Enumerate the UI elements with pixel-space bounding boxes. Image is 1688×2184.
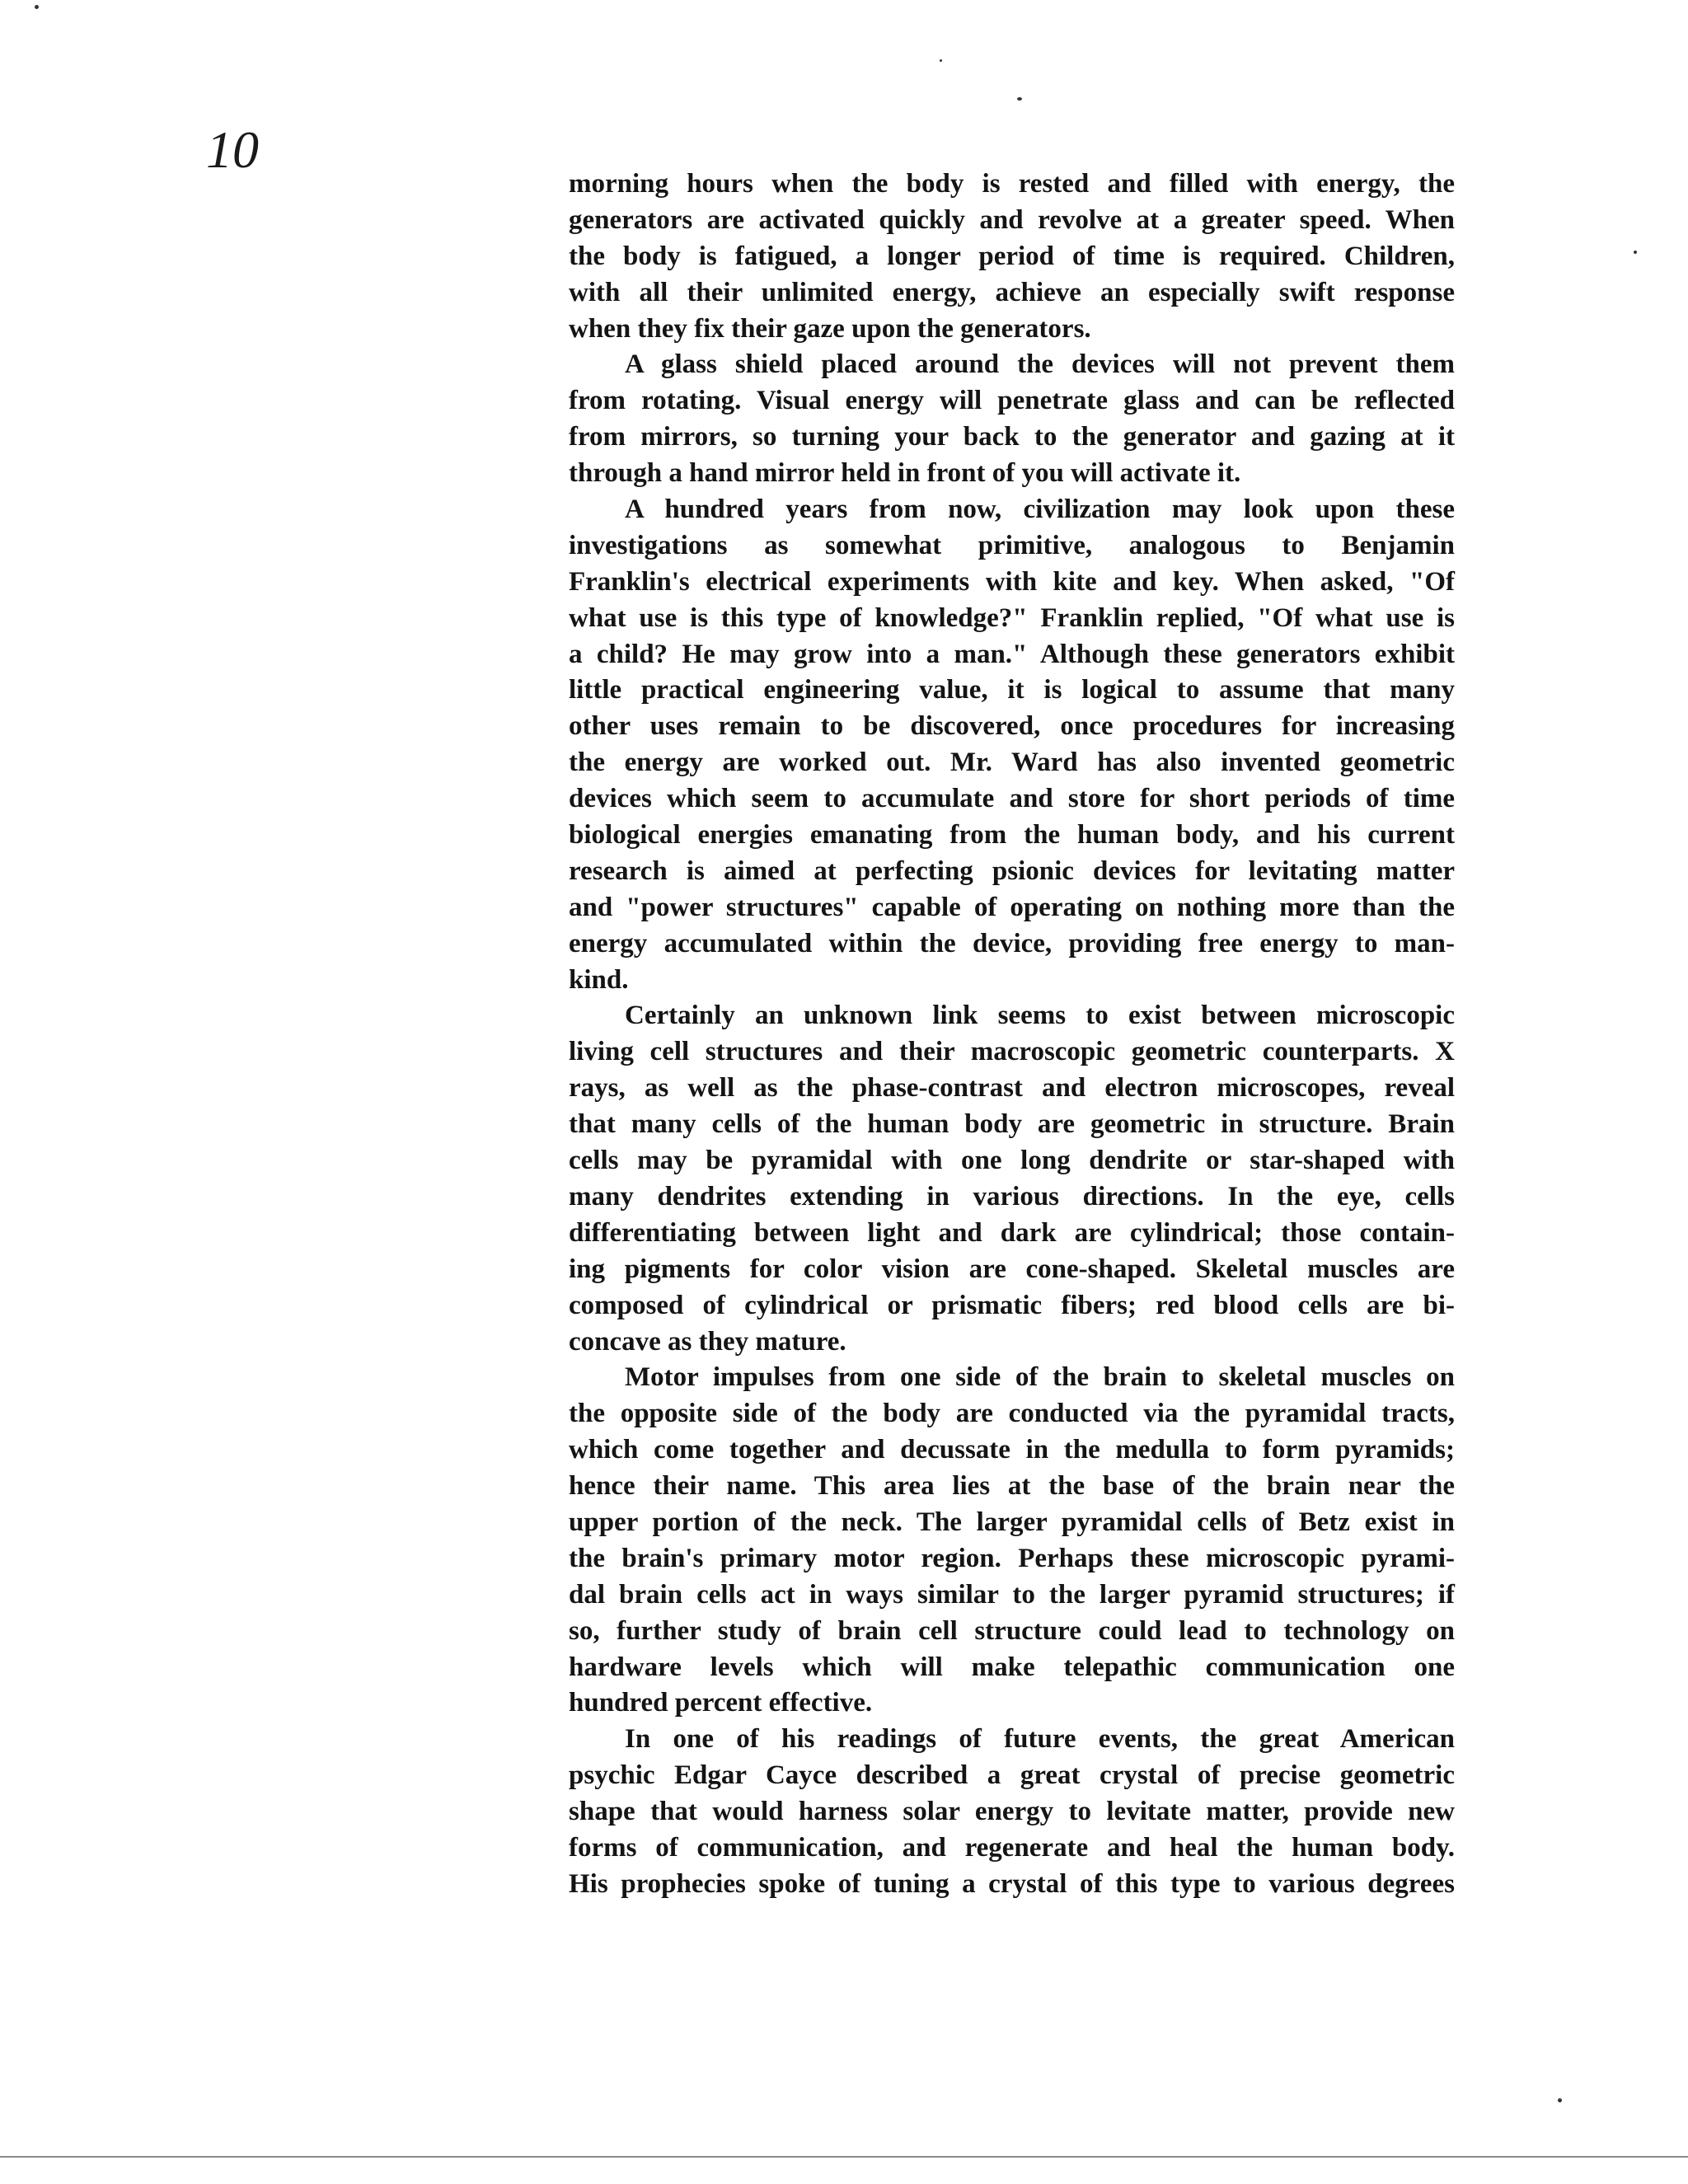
text-line: generators are activated quickly and revolve at a greater speed. When: [569, 204, 1455, 235]
page-number: 10: [206, 120, 259, 179]
body-text: [569, 166, 1455, 1903]
scan-speck: [1558, 2098, 1562, 2102]
scan-speck: [1634, 251, 1637, 254]
text-line: morning hours when the body is rested and filled with energy, the: [569, 169, 1455, 199]
text-line: many dendrites extending in various directions. In the eye, cells: [569, 1181, 1455, 1212]
text-line: the body is fatigued, a longer period of time is required. Children,: [569, 241, 1455, 271]
text-line: kind.: [569, 964, 629, 995]
text-line: hence their name. This area lies at the base of the brain near the: [569, 1471, 1455, 1502]
text-line: ing pigments for color vision are cone-shaped. Skeletal muscles are: [569, 1254, 1455, 1284]
text-line: cells may be pyramidal with one long dendrite or star-shaped with: [569, 1146, 1455, 1176]
text-line: concave as they mature.: [569, 1326, 846, 1357]
text-line: dal brain cells act in ways similar to the larger pyramid structures; if: [569, 1579, 1455, 1610]
scan-speck: [35, 5, 39, 9]
text-line: that many cells of the human body are geometric in structure. Brain: [569, 1109, 1455, 1140]
text-line: rays, as well as the phase-contrast and electron microscopes, reveal: [569, 1073, 1455, 1104]
text-line: living cell structures and their macroscopic geometric counterparts. X: [569, 1037, 1455, 1067]
text-line: research is aimed at perfecting psionic devices for levitating matter: [569, 855, 1455, 886]
scan-speck: [1017, 97, 1022, 101]
text-line: a child? He may grow into a man." Although these generators exhibit: [569, 639, 1455, 669]
text-line: Certainly an unknown link seems to exist between microscopic: [625, 1001, 1455, 1031]
text-line: the opposite side of the body are conducted via the pyramidal tracts,: [569, 1399, 1455, 1429]
text-line: the energy are worked out. Mr. Ward has also invented geometric: [569, 748, 1455, 778]
text-line: with all their unlimited energy, achieve an especially swift response: [569, 277, 1455, 307]
text-line: from rotating. Visual energy will penetrate glass and can be reflected: [569, 386, 1455, 416]
text-line: so, further study of brain cell structure could lead to technology on: [569, 1615, 1455, 1646]
text-line: His prophecies spoke of tuning a crystal of this type to various degrees: [569, 1868, 1455, 1899]
text-line: from mirrors, so turning your back to the generator and gazing at it: [569, 422, 1455, 452]
text-line: Franklin's electrical experiments with kite and key. When asked, "Of: [569, 566, 1455, 597]
bottom-rule: [0, 2156, 1688, 2158]
text-line: forms of communication, and regenerate and heal the human body.: [569, 1832, 1455, 1863]
text-line: composed of cylindrical or prismatic fibers; red blood cells are bi-: [569, 1290, 1455, 1320]
text-line: little practical engineering value, it is logical to assume that many: [569, 675, 1455, 705]
text-line: and "power structures" capable of operating on nothing more than the: [569, 892, 1455, 922]
text-line: In one of his readings of future events, the great American: [625, 1724, 1455, 1755]
text-line: energy accumulated within the device, providing free energy to man-: [569, 928, 1455, 958]
text-line: A glass shield placed around the devices will not prevent them: [625, 349, 1455, 380]
text-line: A hundred years from now, civilization may look upon these: [625, 494, 1455, 525]
text-line: which come together and decussate in the medulla to form pyramids;: [569, 1435, 1455, 1465]
text-line: biological energies emanating from the human body, and his current: [569, 820, 1455, 851]
text-line: the brain's primary motor region. Perhaps these microscopic pyrami-: [569, 1543, 1455, 1573]
text-line: upper portion of the neck. The larger pyramidal cells of Betz exist in: [569, 1507, 1455, 1537]
text-line: Motor impulses from one side of the brain to skeletal muscles on: [625, 1362, 1455, 1393]
text-line: what use is this type of knowledge?" Franklin replied, "Of what use is: [569, 602, 1455, 633]
text-line: other uses remain to be discovered, once procedures for increasing: [569, 711, 1455, 742]
scan-speck: [940, 59, 942, 62]
text-line: hundred percent effective.: [569, 1688, 873, 1718]
text-line: hardware levels which will make telepathic communication one: [569, 1652, 1455, 1682]
text-line: psychic Edgar Cayce described a great crystal of precise geometric: [569, 1760, 1455, 1791]
text-line: differentiating between light and dark are cylindrical; those contain-: [569, 1217, 1455, 1248]
text-line: devices which seem to accumulate and store for short periods of time: [569, 784, 1455, 814]
text-line: shape that would harness solar energy to levitate matter, provide new: [569, 1797, 1455, 1827]
text-line: when they fix their gaze upon the generators.: [569, 313, 1091, 344]
text-line: through a hand mirror held in front of you will activate it.: [569, 458, 1241, 489]
text-line: investigations as somewhat primitive, analogous to Benjamin: [569, 530, 1455, 560]
